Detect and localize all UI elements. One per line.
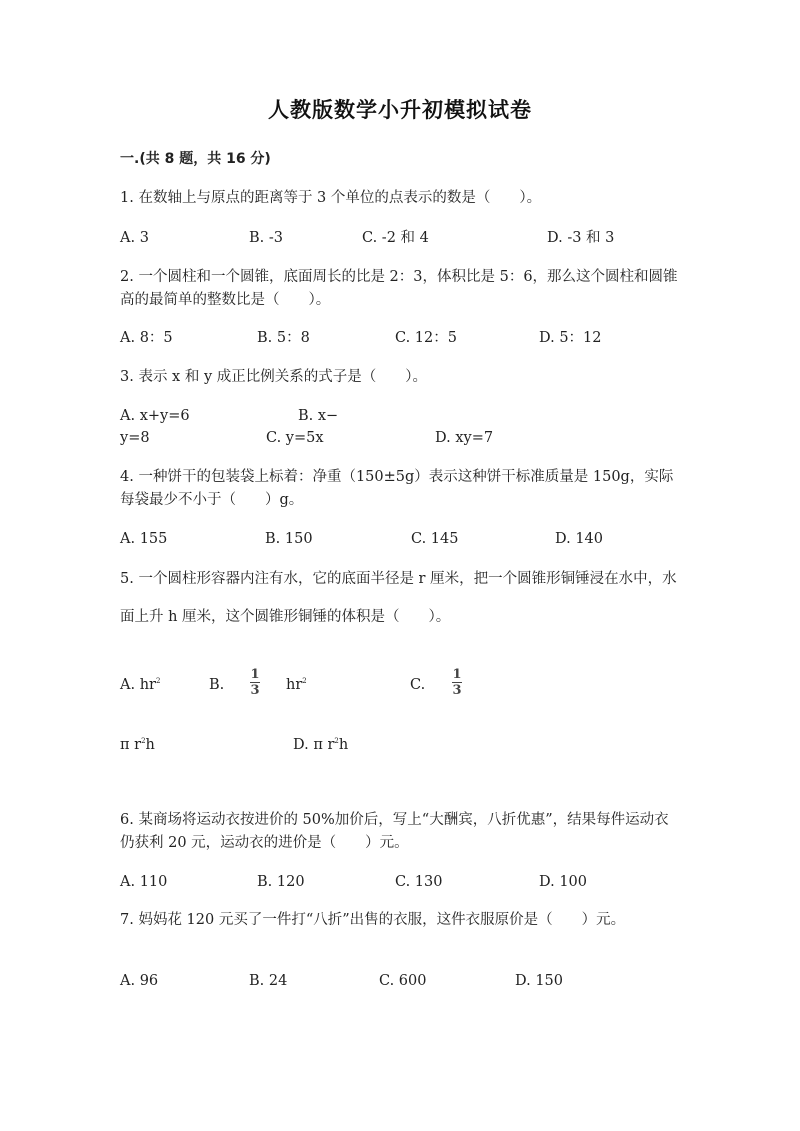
question-7-stem: 7. 妈妈花 120 元买了一件打“八折”出售的衣服，这件衣服原价是（ ）元。: [120, 912, 626, 928]
q6-option-b[interactable]: B. 120: [257, 874, 305, 890]
question-5-stem: 5. 一个圆柱形容器内注有水，它的底面半径是 r 厘米，把一个圆锥形铜锤浸在水中，水面上升 h 厘米，这个圆锥形铜锤的体积是（ ）。: [120, 571, 677, 625]
q4-option-d[interactable]: D. 140: [555, 531, 604, 547]
q5-option-a-sup: 2: [155, 677, 161, 686]
fraction-denominator: 3: [250, 683, 260, 698]
q5-option-b-sup: 2: [302, 677, 307, 686]
question-1-stem: 1. 在数轴上与原点的距离等于 3 个单位的点表示的数是（ ）。: [120, 190, 542, 206]
q5-option-b-label[interactable]: B.: [209, 677, 225, 693]
q7-option-d[interactable]: D. 150: [515, 973, 564, 989]
q3-option-d[interactable]: D. xy=7: [435, 430, 494, 446]
q1-option-c[interactable]: C. -2 和 4: [362, 230, 429, 246]
q7-option-b[interactable]: B. 24: [249, 973, 288, 989]
q4-option-c[interactable]: C. 145: [411, 531, 459, 547]
q1-option-d[interactable]: D. -3 和 3: [547, 230, 615, 246]
q5-option-a[interactable]: [120, 675, 160, 695]
q4-option-b[interactable]: B. 150: [265, 531, 313, 547]
fraction-numerator: 1: [452, 667, 462, 682]
question-3-stem: 3. 表示 x 和 y 成正比例关系的式子是（ ）。: [120, 369, 427, 385]
q2-option-c[interactable]: C. 12：5: [395, 330, 457, 346]
q2-option-b[interactable]: B. 5：8: [257, 330, 310, 346]
fraction-denominator: 3: [452, 683, 462, 698]
q5-option-d[interactable]: [293, 735, 348, 755]
q5-option-d-tail: h: [338, 737, 349, 753]
q1-option-a[interactable]: A. 3: [120, 230, 149, 246]
q3-option-b-continued[interactable]: y=8: [120, 430, 150, 446]
q3-option-a[interactable]: A. x+y=6: [120, 408, 190, 424]
q2-option-a[interactable]: A. 8：5: [120, 330, 173, 346]
q5-option-c-fraction: [452, 668, 462, 697]
section-heading: 一.(共 8 题，共 16 分): [120, 151, 271, 167]
page-title: 人教版数学小升初模拟试卷: [268, 98, 532, 122]
fraction-numerator: 1: [250, 667, 260, 682]
q5-option-b-text: hr: [286, 677, 303, 693]
q7-option-a[interactable]: A. 96: [120, 973, 159, 989]
q4-option-a[interactable]: A. 155: [120, 531, 168, 547]
q5-option-b-fraction: [250, 668, 260, 697]
q5-option-d-sup: 2: [334, 737, 339, 746]
question-2-stem: 2. 一个圆柱和一个圆锥，底面周长的比是 2：3，体积比是 5：6，那么这个圆柱和圆锥高的最简单的整数比是（ ）。: [120, 269, 678, 308]
q5-option-c-sup: 2: [141, 737, 146, 746]
question-4-stem: 4. 一种饼干的包装袋上标着：净重（150±5g）表示这种饼干标准质量是 150g，实际每袋最少不小于（ ）g。: [120, 469, 674, 508]
q1-option-b[interactable]: B. -3: [249, 230, 283, 246]
q5-option-d-text: D. π r: [293, 737, 335, 753]
q6-option-a[interactable]: A. 110: [120, 874, 168, 890]
q6-option-d[interactable]: D. 100: [539, 874, 588, 890]
q5-option-c-continued[interactable]: [120, 735, 155, 755]
q3-option-b[interactable]: B. x−: [298, 408, 339, 424]
q7-option-c[interactable]: C. 600: [379, 973, 427, 989]
q5-option-c-label[interactable]: C.: [410, 677, 426, 693]
q2-option-d[interactable]: D. 5：12: [539, 330, 602, 346]
q5-option-b[interactable]: [286, 675, 307, 695]
q6-option-c[interactable]: C. 130: [395, 874, 443, 890]
q5-option-c-text: π r: [120, 737, 142, 753]
q5-option-c-tail: h: [145, 737, 155, 753]
q3-option-c[interactable]: C. y=5x: [266, 430, 324, 446]
q5-option-a-text: A. hr: [120, 677, 156, 693]
question-6-stem: 6. 某商场将运动衣按进价的 50%加价后，写上“大酬宾，八折优惠”，结果每件运动衣仍获利 20 元，运动衣的进价是（ ）元。: [120, 812, 669, 851]
